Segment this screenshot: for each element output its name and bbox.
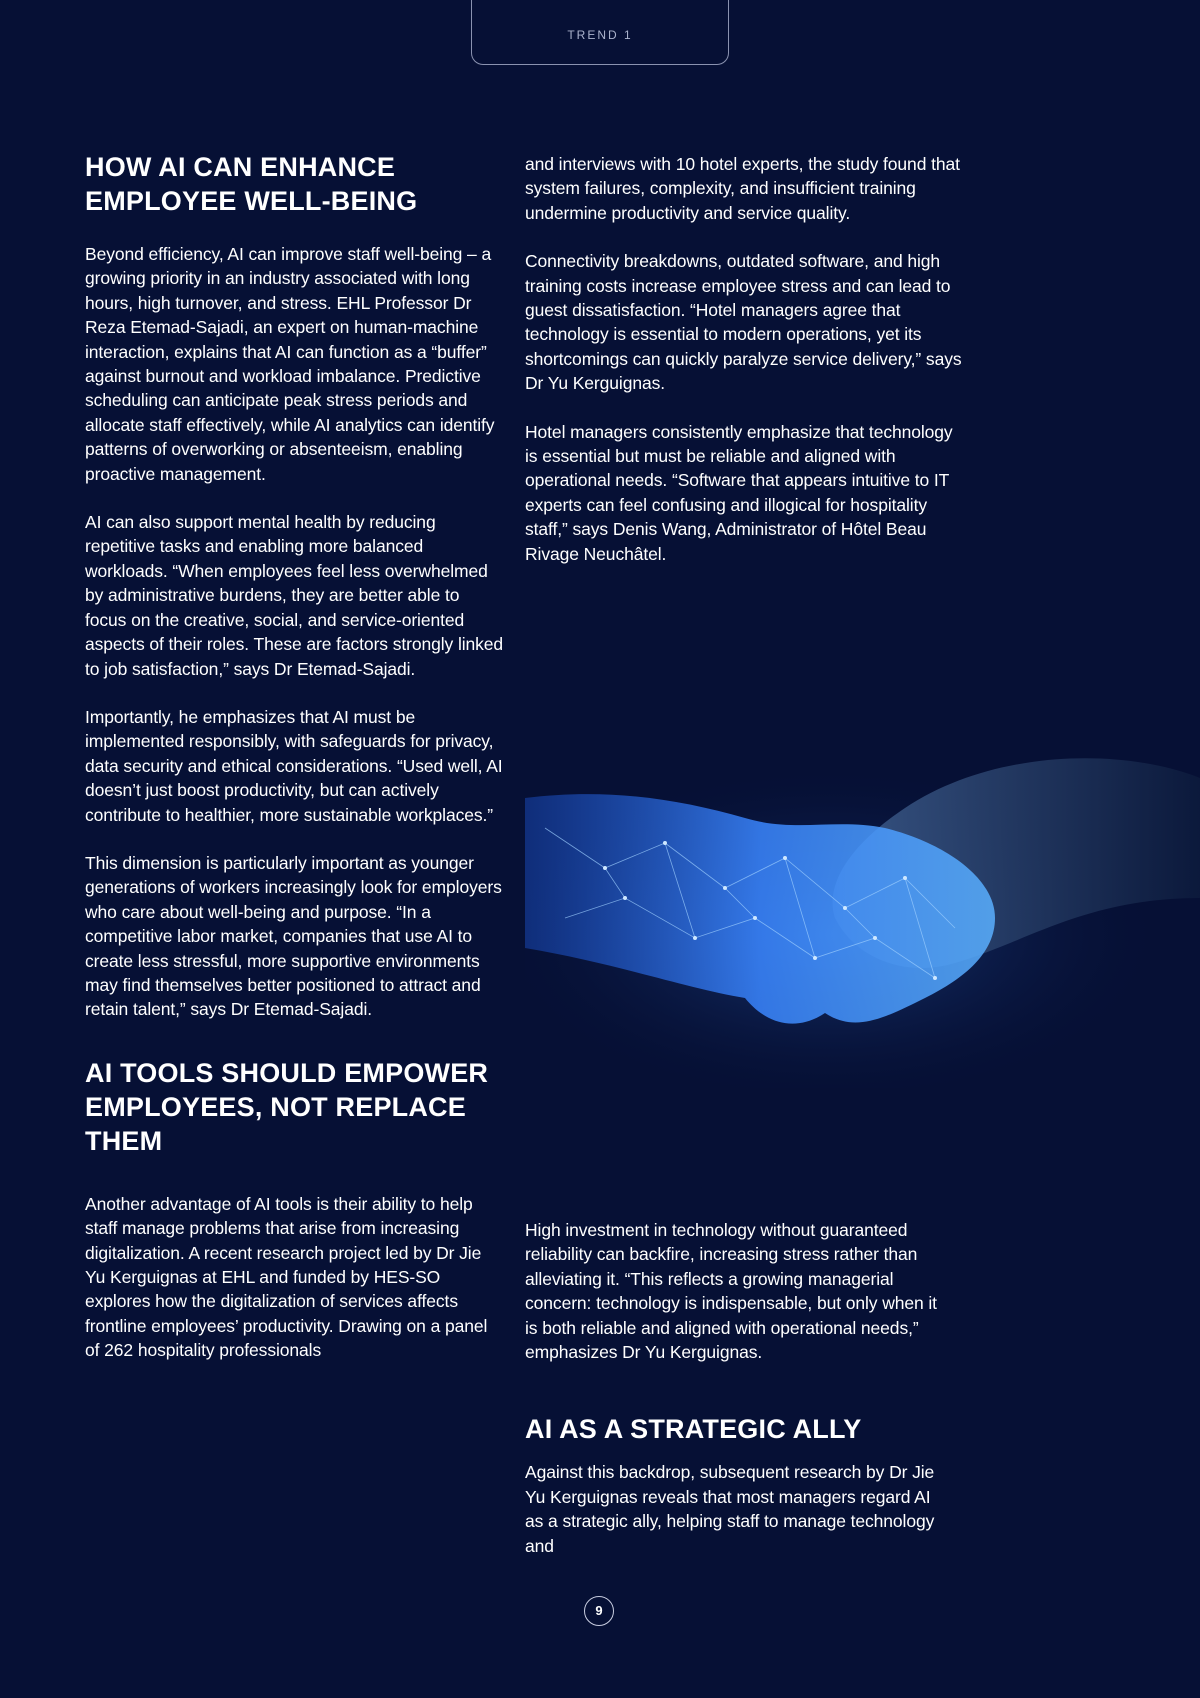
paragraph: Importantly, he emphasizes that AI must be implemented responsibly, with safeguards for privacy, data security and ethical considerations. “Used well, AI doesn’t just boost productivity, but can actively contribute to healthier, more sustainable workplaces.” — [85, 706, 503, 825]
paragraph: AI can also support mental health by reducing repetitive tasks and enabling more balanced workloads. “When employees feel less overwhelmed by administrative burdens, they are better able to focus on the creative, social, and service-oriented aspects of their roles. These are factors strongly linked to job satisfaction,” says Dr Etemad-Sajadi. — [85, 512, 504, 679]
paragraph: Against this backdrop, subsequent research by Dr Jie Yu Kerguignas reveals that most managers regard AI as a strategic ally, helping staff to manage technology and — [525, 1462, 935, 1556]
paragraph: Another advantage of AI tools is their ability to help staff manage problems that arise from increasing digitalization. A recent research project led by Dr Jie Yu Kerguignas at EHL and funded by HES-SO explores how the digitalization of services affects frontline employees’ productivity. Drawing on a panel of 262 hospitality professionals — [85, 1193, 488, 1361]
heading-empower-employees: AI TOOLS SHOULD EMPOWER EMPLOYEES, NOT REPLACE THEM — [85, 1057, 489, 1156]
heading-strategic-ally: AI AS A STRATEGIC ALLY — [525, 1414, 862, 1445]
paragraph: and interviews with 10 hotel experts, the study found that system failures, complexity, and insufficient training undermine productivity and service quality. — [525, 154, 960, 223]
paragraph: Hotel managers consistently emphasize that technology is essential but must be reliable and aligned with operational needs. “Software that appears intuitive to IT experts can feel confusing and illogical for hospitality staff,” says Denis Wang, Administrator of Hôtel Beau Rivage Neuchâtel. — [525, 421, 953, 564]
paragraph: High investment in technology without guaranteed reliability can backfire, increasing stress rather than alleviating it. “This reflects a growing managerial concern: technology is indispensable, but only when it is both reliable and aligned with operational needs,” emphasizes Dr Yu Kerguignas. — [525, 1220, 937, 1363]
page-number: 9 — [584, 1596, 614, 1626]
paragraph: This dimension is particularly important as younger generations of workers increasingly look for employers who care about well-being and purpose. “In a competitive labor market, companies that use AI to create less stressful, more supportive environments may find themselves better positioned to attract and retain talent,” says Dr Etemad-Sajadi. — [85, 852, 502, 1020]
digital-handshake-image — [525, 748, 1200, 1088]
paragraph: Connectivity breakdowns, outdated software, and high training costs increase employee stress and can lead to guest dissatisfaction. “Hotel managers agree that technology is essential to modern operations, yet its shortcomings can quickly paralyze service delivery,” says Dr Yu Kerguignas. — [525, 251, 962, 394]
right-column-bottom — [525, 1218, 945, 1558]
right-column-top — [525, 152, 965, 566]
heading-employee-well-being: HOW AI CAN ENHANCE EMPLOYEE WELL-BEING — [85, 152, 418, 216]
paragraph: Beyond efficiency, AI can improve staff well-being – a growing priority in an industry associated with long hours, high turnover, and stress. EHL Professor Dr Reza Etemad-Sajadi, an expert on human-machine interaction, explains that AI can function as a “buffer” against burnout and workload imbalance. Predictive scheduling can anticipate peak stress periods and allocate staff effectively, while AI analytics can identify patterns of overworking or absenteeism, enabling proactive management. — [85, 244, 495, 484]
trend-label: TREND 1 — [567, 28, 633, 42]
left-column — [85, 150, 505, 1363]
trend-tab — [471, 0, 729, 65]
